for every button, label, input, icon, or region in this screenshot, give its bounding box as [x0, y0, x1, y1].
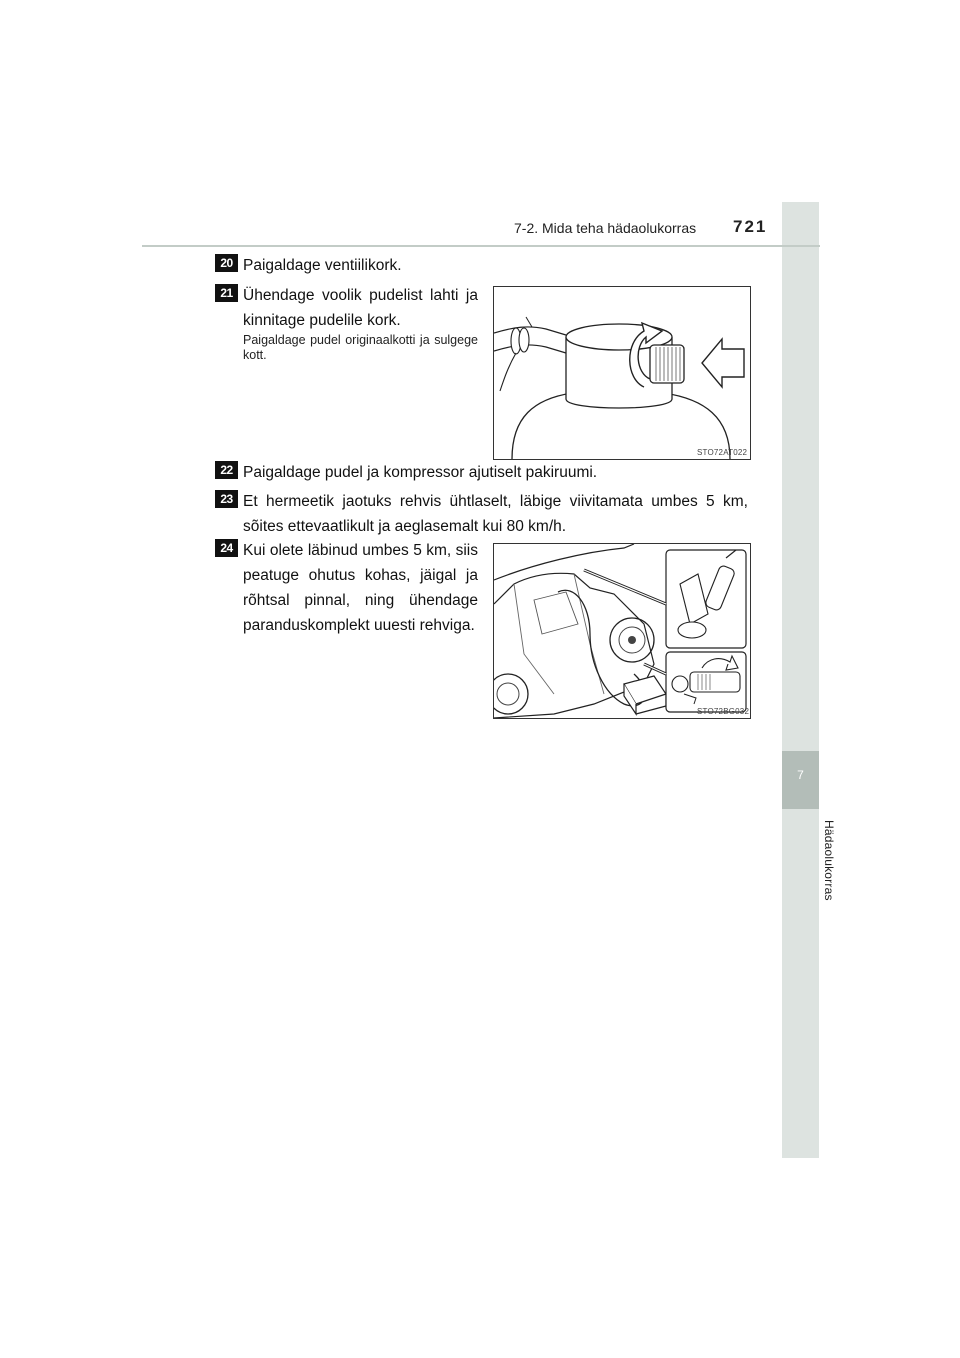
- figure-code: STO72BG032: [697, 707, 750, 716]
- step-text-21: Ühendage voolik pudelist lahti ja kinnitage pudelile kork.: [243, 287, 478, 329]
- step-badge-24: 24: [215, 539, 238, 557]
- step-text-23: Et hermeetik jaotuks rehvis ühtlaselt, läbige viivitamata umbes 5 km, sõites ettevaatlikult ja aeglasemalt kui 80 km/h.: [243, 493, 748, 535]
- step-note-21: Paigaldage pudel originaalkotti ja sulgege kott.: [243, 333, 478, 362]
- bottle-cap-illustration: [494, 287, 750, 459]
- step-badge-23: 23: [215, 490, 238, 508]
- step-badge-20: 20: [215, 254, 238, 272]
- step-text-24: Kui olete läbinud umbes 5 km, siis peatuge ohutus kohas, jäigal ja rõhtsal pinnal, ning ühendage paranduskomplekt uuesti rehviga.: [243, 542, 478, 634]
- side-tab-strip: [782, 202, 819, 1158]
- figure-code: STO72AT022: [697, 448, 748, 457]
- section-title: 7-2. Mida teha hädaolukorras: [514, 220, 697, 236]
- chapter-label: Hädaolukorras: [822, 820, 836, 901]
- step-badge-21: 21: [215, 284, 238, 302]
- header-divider: [142, 245, 820, 247]
- step-badge-22: 22: [215, 461, 238, 479]
- bottle-cap-figure: [493, 286, 751, 460]
- step-text-20: Paigaldage ventiilikork.: [243, 257, 402, 274]
- step-text-22: Paigaldage pudel ja kompressor ajutiselt pakiruumi.: [243, 464, 598, 481]
- page-number: 721: [733, 217, 768, 236]
- car-compressor-figure: [493, 543, 751, 719]
- chapter-number: 7: [797, 768, 804, 782]
- car-compressor-illustration: [494, 544, 750, 718]
